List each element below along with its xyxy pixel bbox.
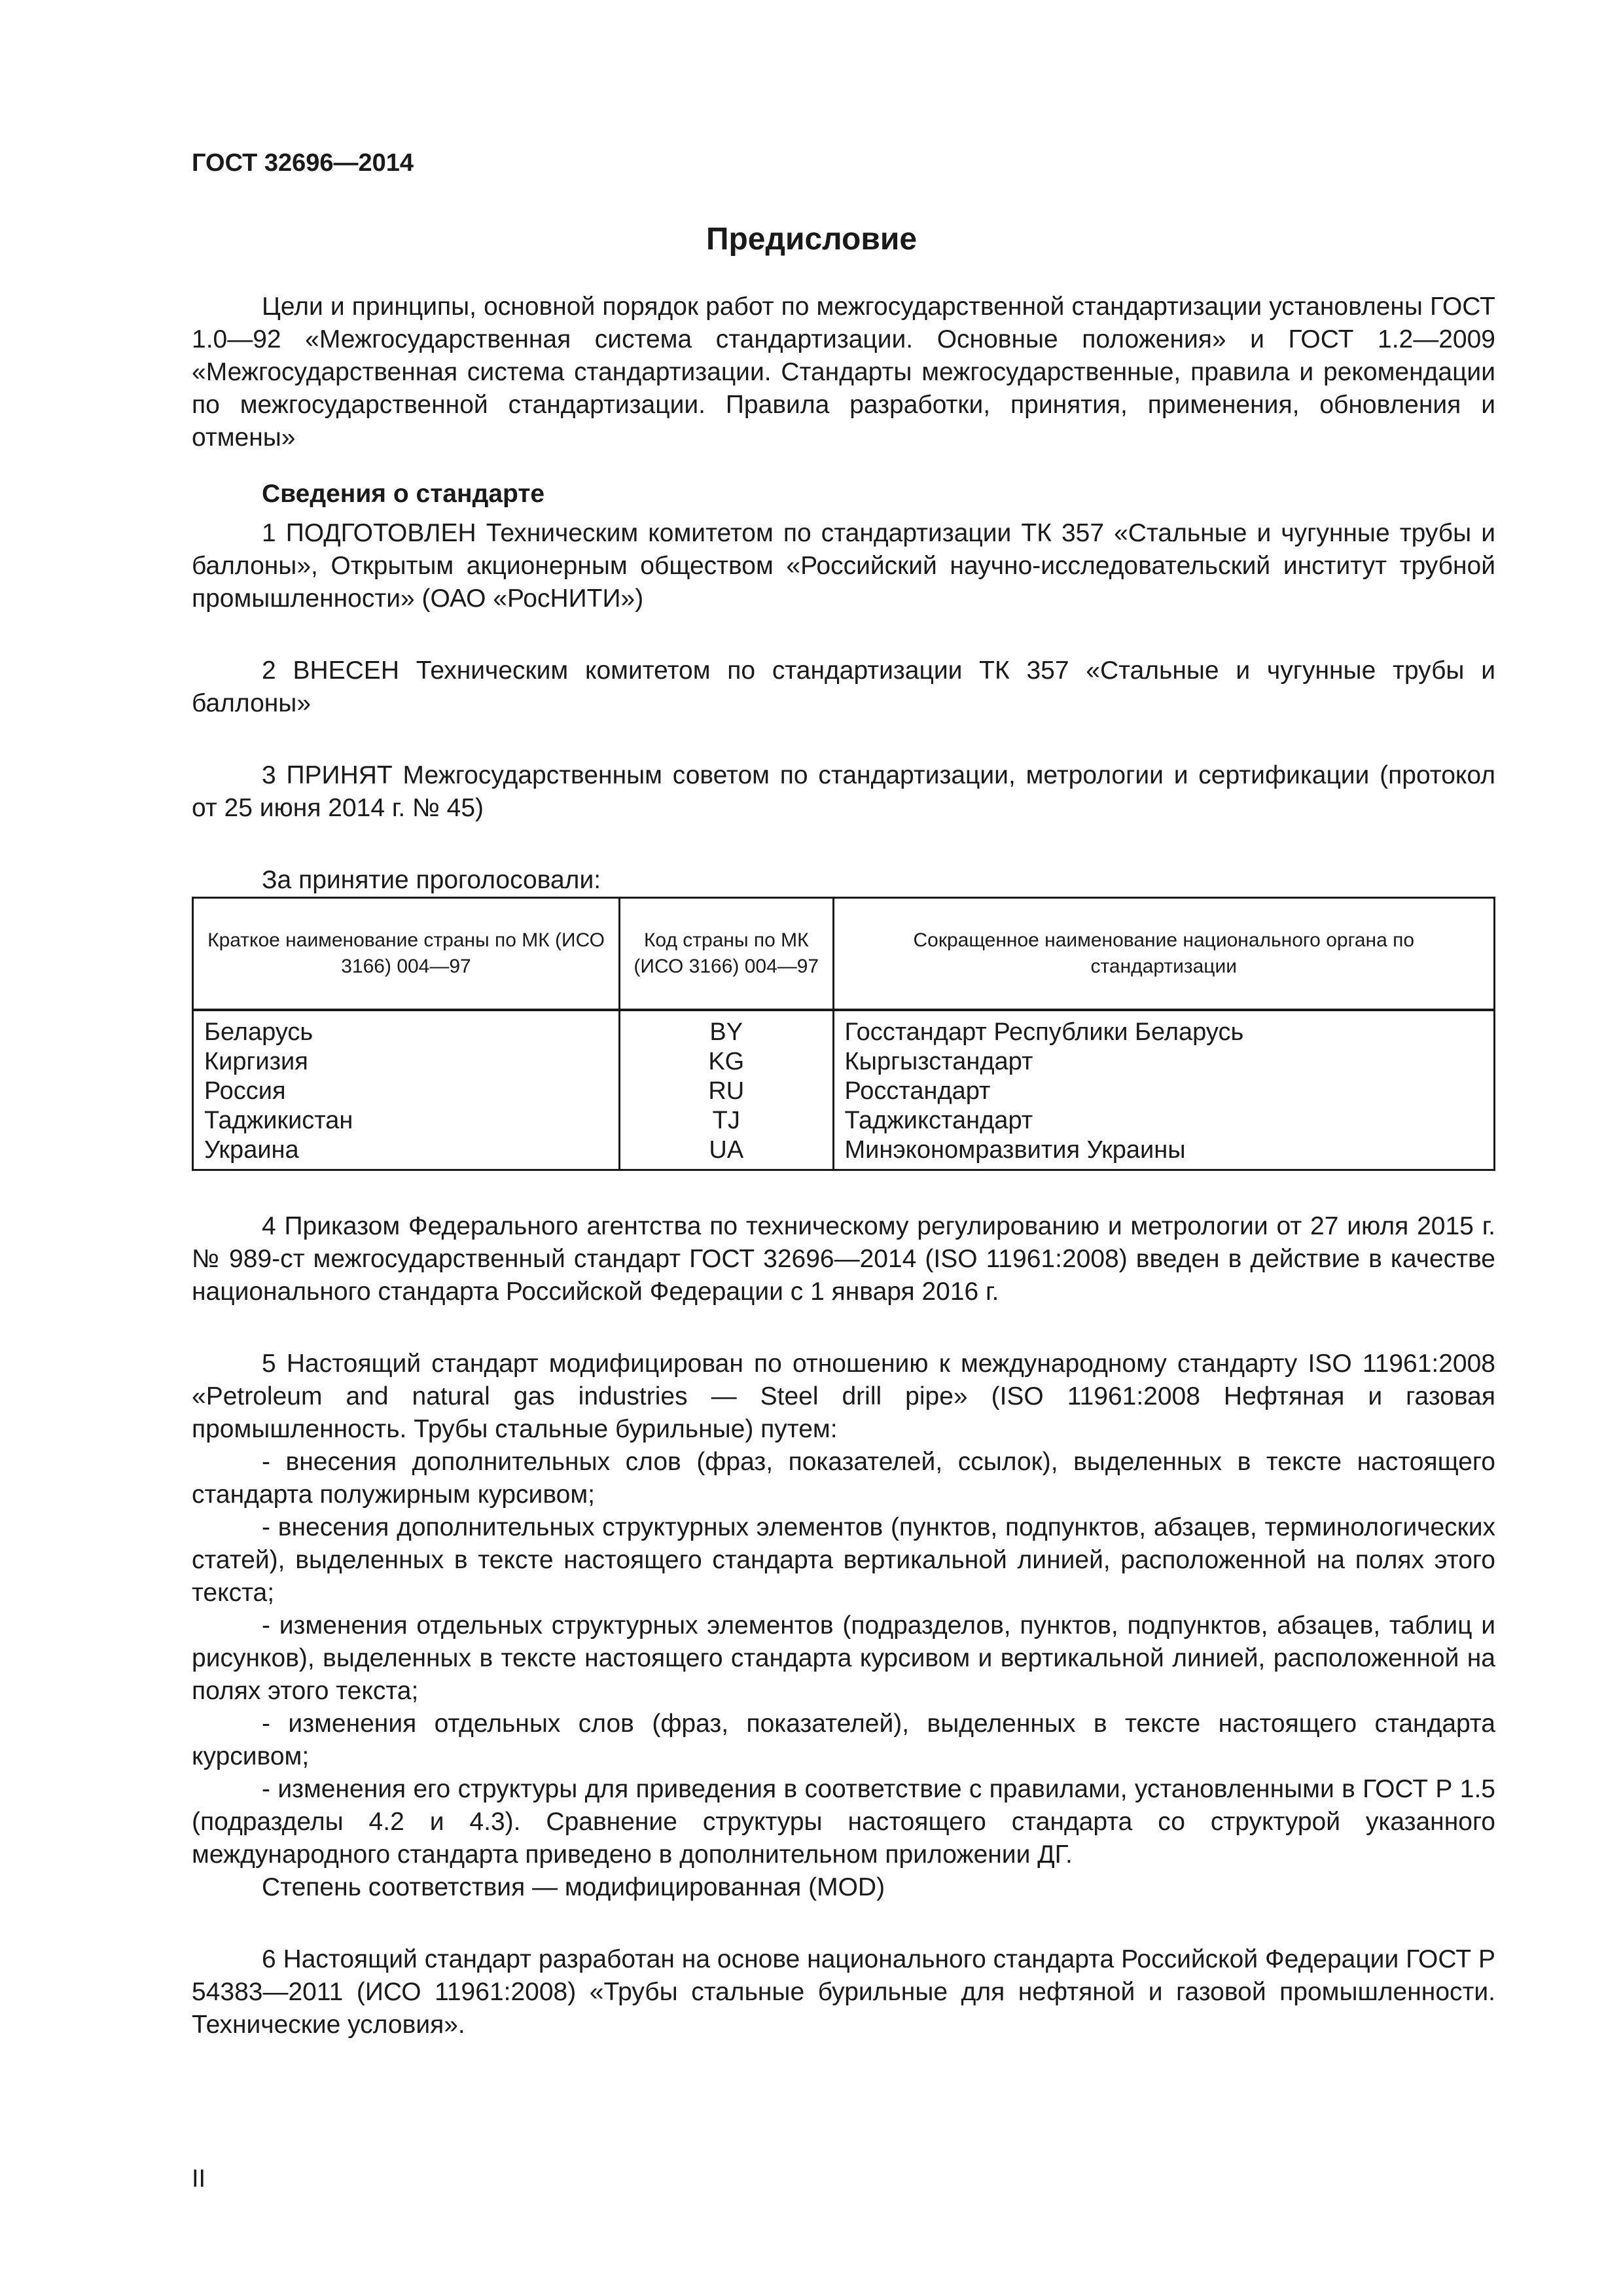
item-5-bullet: - изменения его структуры для приведения в соответствие с правилами, установленными в ГОСТ Р 1.5 (подразделы 4.2 и 4.3). Сравнение структуры настоящего стандарта со структурой указанного международного стандарта приведено в дополнительном приложении ДГ. [192, 1775, 1495, 1869]
table-cell-authority: Госстандарт Республики Беларусь [833, 1018, 1494, 1047]
table-cell-authority: Росстандарт [833, 1077, 1494, 1106]
page-title: Предисловие [705, 222, 918, 257]
table-cell-country: Таджикистан [193, 1106, 620, 1136]
item-5-bullet: - внесения дополнительных слов (фраз, показателей, ссылок), выделенных в тексте настоящего стандарта полужирным курсивом; [192, 1448, 1495, 1509]
item-6-paragraph: 6 Настоящий стандарт разработан на основе национального стандарта Российской Федерации ГОСТ Р 54383—2011 (ИСО 11961:2008) «Трубы стальные бурильные для нефтяной и газовой промышленности. Технические условия». [192, 1945, 1495, 2039]
conformity-degree: Степень соответствия — модифицированная (MOD) [262, 1873, 885, 1901]
intro-paragraph: Цели и принципы, основной порядок работ по межгосударственной стандартизации установлены ГОСТ 1.0—92 «Межгосударственная система стандартизации. Основные положения» и ГОСТ 1.2—2009 «Межгосударственная система стандартизации. Стандарты межгосударственные, правила и рекомендации по межгосударственной стандартизации. Правила разработки, принятия, применения, обновления и отмены» [192, 293, 1495, 452]
table-cell-code: UA [620, 1136, 834, 1170]
table-cell-country: Киргизия [193, 1047, 620, 1077]
table-cell-country: Беларусь [193, 1018, 620, 1047]
table-cell-code: BY [620, 1018, 834, 1047]
table-cell-code: RU [620, 1077, 834, 1106]
item-5-bullet: - изменения отдельных слов (фраз, показателей), выделенных в тексте настоящего стандарта курсивом; [192, 1710, 1495, 1770]
vote-table [192, 897, 1495, 1171]
item-5-bullet: - изменения отдельных структурных элементов (подразделов, пунктов, подпунктов, абзацев, таблиц и рисунков), выделенных в тексте настоящего стандарта курсивом и вертикальной линией, расположенной на полях этого текста; [192, 1611, 1495, 1705]
table-row [193, 1136, 1495, 1170]
item-1-paragraph: 1 ПОДГОТОВЛЕН Техническим комитетом по стандартизации ТК 357 «Стальные и чугунные трубы и баллоны», Открытым акционерным обществом «Российский научно-исследовательский институт трубной промышленности» (ОАО «РосНИТИ») [192, 519, 1495, 613]
vote-intro: За принятие проголосовали: [262, 866, 601, 894]
item-5-bullet: - внесения дополнительных структурных элементов (пунктов, подпунктов, абзацев, терминологических статей), выделенных в тексте настоящего стандарта вертикальной линией, расположенной на полях этого текста; [192, 1513, 1495, 1607]
table-row [193, 1106, 1495, 1136]
table-row [193, 1047, 1495, 1077]
table-header-code: Код страны по МК (ИСО 3166) 004—97 [620, 898, 834, 1011]
item-3-paragraph: 3 ПРИНЯТ Межгосударственным советом по стандартизации, метрологии и сертификации (протокол от 25 июня 2014 г. № 45) [192, 761, 1495, 822]
table-cell-code: KG [620, 1047, 834, 1077]
table-header-country: Краткое наименование страны по МК (ИСО 3166) 004—97 [193, 898, 620, 1011]
table-header-authority: Сокращенное наименование национального органа по стандартизации [833, 898, 1494, 1011]
document-id-header: ГОСТ 32696—2014 [192, 149, 414, 177]
table-cell-authority: Кыргызстандарт [833, 1047, 1494, 1077]
table-cell-country: Россия [193, 1077, 620, 1106]
preface-content [192, 291, 1495, 2041]
section-heading: Сведения о стандарте [262, 480, 545, 508]
table-cell-code: TJ [620, 1106, 834, 1136]
table-cell-authority: Минэкономразвития Украины [833, 1136, 1494, 1170]
table-row [193, 1018, 1495, 1047]
table-cell-country: Украина [193, 1136, 620, 1170]
item-5-paragraph: 5 Настоящий стандарт модифицирован по отношению к международному стандарту ISO 11961:2008 «Petroleum and natural gas industries — Steel drill pipe» (ISO 11961:2008 Нефтяная и газовая промышленность. Трубы стальные бурильные) путем: [192, 1350, 1495, 1443]
table-cell-authority: Таджикстандарт [833, 1106, 1494, 1136]
table-row [193, 1077, 1495, 1106]
page-number: II [192, 2165, 206, 2193]
item-2-paragraph: 2 ВНЕСЕН Техническим комитетом по стандартизации ТК 357 «Стальные и чугунные трубы и баллоны» [192, 656, 1495, 717]
item-4-paragraph: 4 Приказом Федерального агентства по техническому регулированию и метрологии от 27 июля 2015 г. № 989-ст межгосударственный стандарт ГОСТ 32696—2014 (ISO 11961:2008) введен в действие в качестве национального стандарта Российской Федерации с 1 января 2016 г. [192, 1212, 1495, 1306]
